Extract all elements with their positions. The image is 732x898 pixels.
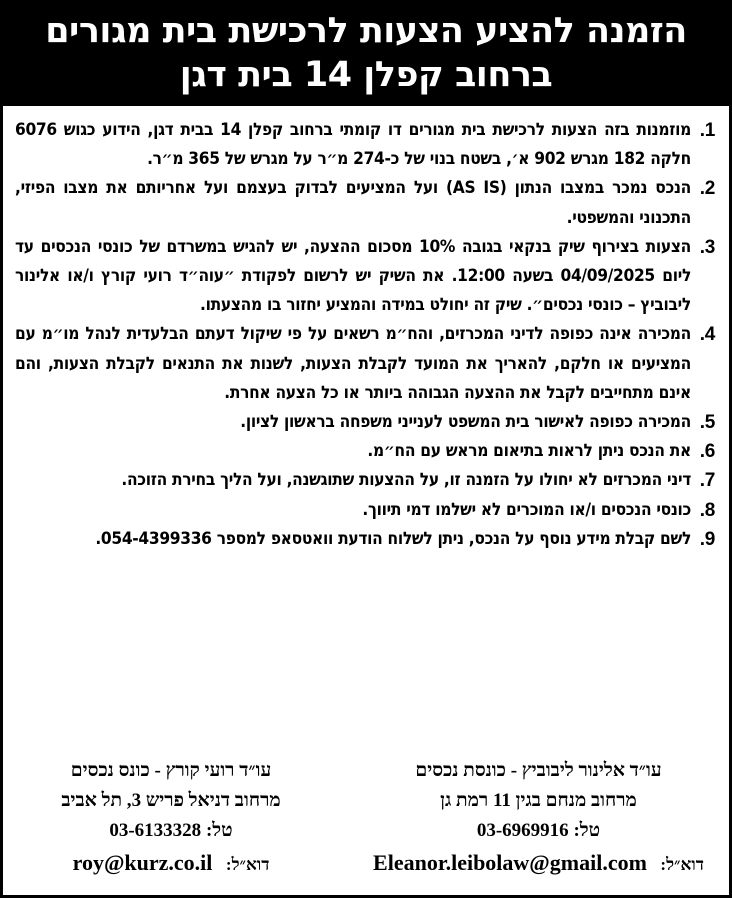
- contact-name: עו״ד רועי קורץ - כונס נכסים: [70, 760, 272, 781]
- term-number: 7.: [699, 470, 715, 492]
- contact-address: מרחוב דניאל פריש 3, תל אביב: [61, 790, 281, 811]
- term-number: 4.: [699, 324, 715, 346]
- term-text: דיני המכרזים לא יחולו על הזמנה זו, על ההצעות שתוגשנה, ועל הליך בחירת הזוכה.: [121, 470, 691, 491]
- contact-phone: טל: 03-6133328: [109, 820, 233, 841]
- term-number: 6.: [699, 441, 715, 463]
- term-number: 9.: [699, 528, 715, 550]
- term-text: כונסי הנכסים ו/או המוכרים לא ישלמו דמי תיווך.: [362, 499, 691, 520]
- term-number: 5.: [699, 412, 715, 434]
- term-item-6: [15, 437, 715, 466]
- contact-phone: טל: 03-6969916: [476, 820, 601, 841]
- contact-email-row: [366, 846, 711, 882]
- term-number: 3.: [699, 236, 715, 258]
- term-item-7: [15, 466, 715, 495]
- contact-name: עו״ד אלינור ליבוביץ - כונסת נכסים: [415, 760, 662, 781]
- notice-title-line1: הזמנה להציע הצעות לרכישת בית מגורים: [45, 11, 687, 51]
- term-text: המכירה כפופה לאישור בית המשפט לענייני משפחה בראשון לציון.: [240, 412, 691, 433]
- contact-address: מרחוב מנחם בגין 11 רמת גן: [440, 790, 637, 811]
- term-number: 8.: [699, 499, 715, 521]
- term-text: את הנכס ניתן לראות בתיאום מראש עם הח״מ.: [367, 441, 691, 462]
- term-item-4: [15, 320, 715, 408]
- term-item-5: [15, 408, 715, 437]
- term-item-3: [15, 233, 715, 321]
- email-label: דוא״ל:: [225, 855, 270, 874]
- term-item-2: [15, 174, 715, 232]
- term-text: המכירה אינה כפופה לדיני המכרזים, והח״מ רשאים על פי שיקול דעתם הבלעדית לנהל מו״מ עם המציעים או חלקם, להאריך את המועד לקבלת הצעות, לשנות את התנאים לקבלת הצעות, והם אינם מתחייבים לקבל את ההצעה הגבוהה ביותר או כל הצעה אחרת.: [15, 324, 691, 403]
- terms-list: [15, 116, 715, 554]
- contacts-block: [21, 756, 711, 886]
- term-text: הנכס נמכר במצבו הנתון (AS IS) ועל המציעים לבדוק בעצמם ועל אחריותם את מצבו הפיזי, התכנוני והמשפטי.: [15, 178, 692, 228]
- contact-leibovitz: [366, 756, 711, 886]
- term-number: 1.: [699, 120, 715, 141]
- term-number: 2.: [699, 178, 715, 200]
- term-item-9: [15, 525, 715, 554]
- term-text: לשם קבלת מידע נוסף על הנכס, ניתן לשלוח הודעת וואטסאפ למספר 054-4399336.: [95, 528, 691, 549]
- notice-header: [0, 0, 732, 106]
- term-text: הצעות בצירוף שיק בנקאי בגובה 10% מסכום ההצעה, יש להגיש במשרדם של כונסי הנכסים עד ליום 04/09/2025 בשעה 12:00. את השיק יש לרשום לפקודת ״עוה״ד רועי קורץ ו/או אלינור ליבוביץ – כונסי נכסים״. שיק זה יחולט במידה והמציע יחזור בו מהצעתו.: [15, 236, 692, 316]
- contact-kurz: [21, 756, 321, 886]
- notice-title-line2: ברחוב קפלן 14 בית דגן: [179, 55, 553, 95]
- term-text: מוזמנות בזה הצעות לרכישת בית מגורים דו קומתי ברחוב קפלן 14 בבית דגן, הידוע כגוש 6076 חלקה 182 מגרש 902 א׳, בשטח בנוי של כ-274 מ״ר על מגרש של 365 מ״ר.: [15, 120, 691, 170]
- term-item-1: [15, 116, 715, 174]
- email-label: דוא״ל:: [660, 855, 704, 874]
- term-item-8: [15, 496, 715, 525]
- contact-email-link[interactable]: roy@kurz.co.il: [72, 850, 213, 875]
- notice-body: [0, 106, 732, 898]
- contact-email-link[interactable]: Eleanor.leibolaw@gmail.com: [373, 850, 647, 875]
- contact-email-row: [21, 846, 321, 882]
